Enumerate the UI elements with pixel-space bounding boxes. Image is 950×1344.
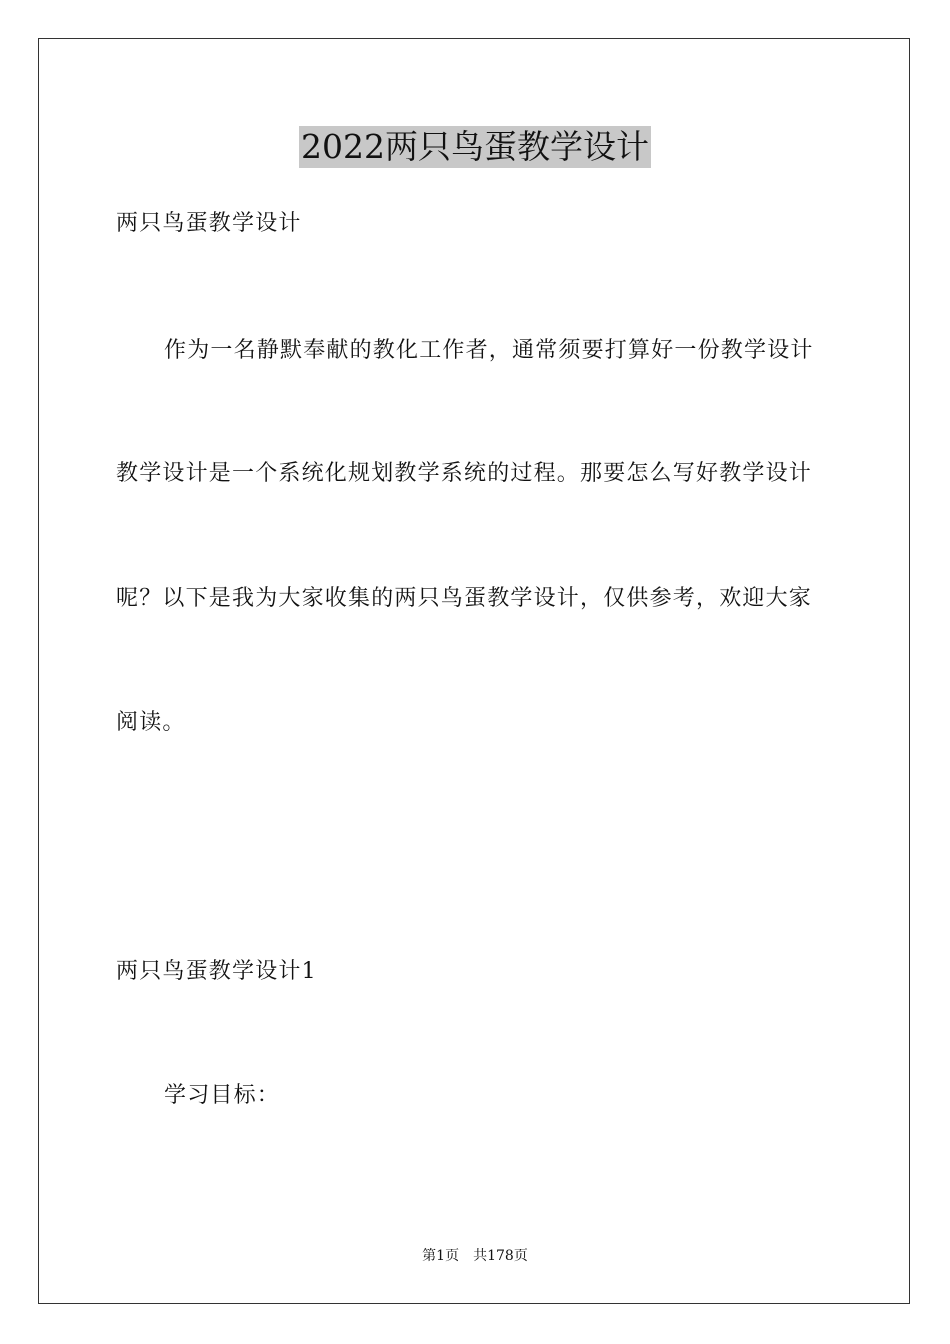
paragraph-line-1: 作为一名静默奉献的教化工作者，通常须要打算好一份教学设计 <box>164 338 814 363</box>
paragraph-line-2: 教学设计是一个系统化规划教学系统的过程。那要怎么写好教学设计 <box>116 461 813 486</box>
paragraph-line-3: 呢？以下是我为大家收集的两只鸟蛋教学设计，仅供参考，欢迎大家 <box>116 586 813 611</box>
document-subtitle: 两只鸟蛋教学设计 <box>116 211 302 236</box>
page-number: 第1页 <box>422 1248 460 1264</box>
section-heading: 两只鸟蛋教学设计1 <box>116 959 317 984</box>
objectives-label: 学习目标： <box>164 1083 281 1108</box>
document-title: 2022两只鸟蛋教学设计 <box>301 127 649 166</box>
title-container <box>0 126 950 168</box>
page-total: 共178页 <box>473 1248 528 1264</box>
paragraph-line-4: 阅读。 <box>116 710 186 735</box>
page-footer <box>0 1246 950 1266</box>
